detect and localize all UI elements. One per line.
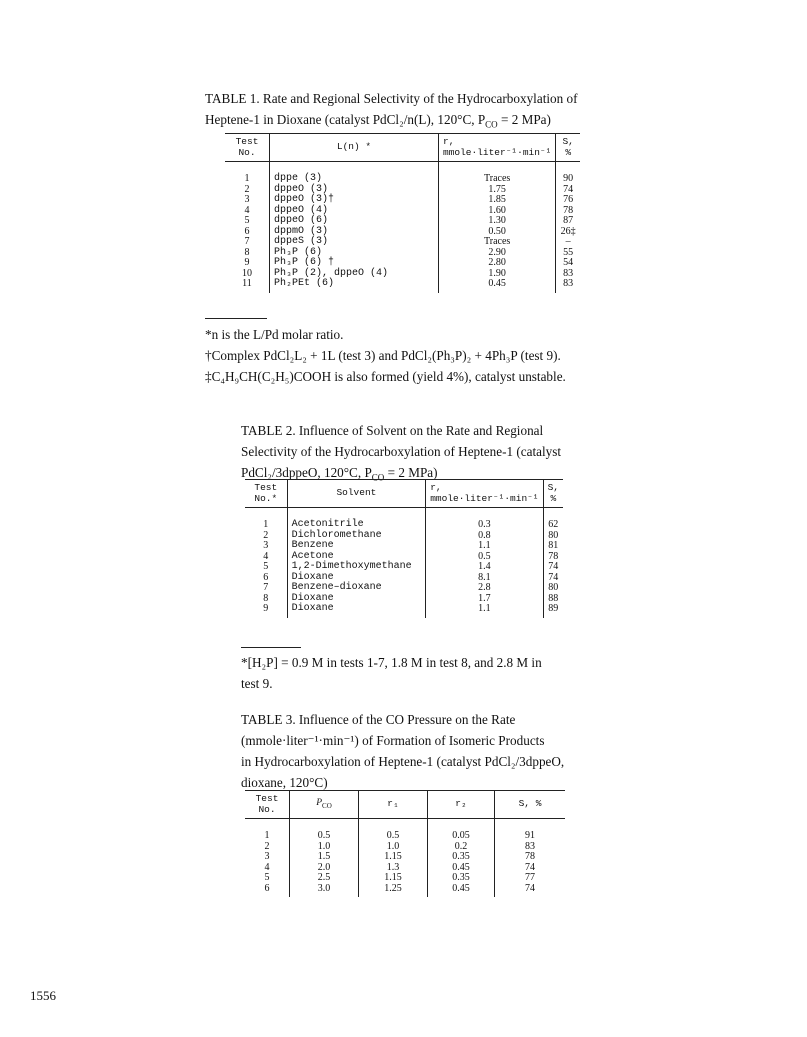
table2-notes-rule <box>241 647 301 648</box>
table1-caption <box>205 88 605 136</box>
table2-row <box>245 541 563 552</box>
table3-cell: 3 <box>264 851 270 862</box>
table2-cell: 1.1 <box>426 604 543 618</box>
table2-note-line1: *[H₂P] = 0.9 M in tests 1-7, 1.8 M in test 8, and 2.8 M in <box>241 655 542 670</box>
table2-cell: 8.1 <box>426 573 543 584</box>
table3-cell: 2.0 <box>290 863 359 874</box>
table3-cell: 74 <box>495 884 566 898</box>
table3-caption-line3: in Hydrocarboxylation of Heptene-1 (catalyst PdCl₂/3dppeO, <box>241 754 565 769</box>
table2 <box>245 479 563 618</box>
table1-cell: 0.50 <box>439 227 556 238</box>
table1-row <box>225 216 580 227</box>
table2-header-rate: r, mmole·liter⁻¹·min⁻¹ <box>426 480 543 508</box>
table1-caption-line1: TABLE 1. Rate and Regional Selectivity of the Hydrocarboxylation of <box>205 91 578 106</box>
table1-cell: 4 <box>244 204 250 216</box>
table1-cell: 83 <box>556 269 580 280</box>
table3-caption-line2: (mmole·liter⁻¹·min⁻¹) of Formation of Isomeric Products <box>241 733 545 748</box>
table1-header-ligand: L(n) * <box>270 134 439 162</box>
table2-cell: 7 <box>263 582 269 593</box>
table2-row <box>245 604 563 618</box>
table3-header-r2: r₂ <box>428 791 495 819</box>
table3-cell: 91 <box>495 819 566 842</box>
table1-cell: 6 <box>244 225 250 237</box>
table1-cell: Ph₃P (6) <box>270 248 439 259</box>
table3-row <box>245 884 565 898</box>
table3-cell: 1 <box>264 830 270 841</box>
table2-cell: 9 <box>263 603 269 614</box>
table1-cell: 1.90 <box>439 269 556 280</box>
table1-cell: 76 <box>556 195 580 206</box>
table1-cell: 1.30 <box>439 216 556 227</box>
table3-cell: 74 <box>495 863 566 874</box>
table2-cell: 0.8 <box>426 531 543 542</box>
table1-header-test: Test No. <box>225 134 270 162</box>
table1-cell: 74 <box>556 185 580 196</box>
table3-body <box>245 819 565 898</box>
table2-cell: Benzene–dioxane <box>287 583 426 594</box>
table3-cell: 77 <box>495 873 566 884</box>
table1-cell: 3 <box>244 194 250 205</box>
table3 <box>245 790 565 897</box>
table1-cell: 1.85 <box>439 195 556 206</box>
table1-cell: Ph₃P (6) † <box>270 258 439 269</box>
table2-row <box>245 508 563 531</box>
table3-header-pco: $P_{CO}$ <box>290 791 359 819</box>
table3-cell: 0.5 <box>290 819 359 842</box>
table2-caption-line2: Selectivity of the Hydrocarboxylation of Heptene-1 (catalyst <box>241 444 562 459</box>
table3-cell: 1.15 <box>359 873 428 884</box>
table1-cell: 87 <box>556 216 580 227</box>
table2-header-row <box>245 480 563 508</box>
table1-cell: 78 <box>556 206 580 217</box>
table1-cell: Ph₂PEt (6) <box>270 279 439 293</box>
table3-cell: 0.45 <box>428 884 495 898</box>
table1-cell: 26‡ <box>556 227 580 238</box>
table3-header-test: Test No. <box>245 791 290 819</box>
table3-cell: 1.5 <box>290 852 359 863</box>
table2-cell: Dioxane <box>287 573 426 584</box>
table1-cell: 1.60 <box>439 206 556 217</box>
table1-cell: 2 <box>244 183 250 195</box>
table2-header-selectivity: S, % <box>543 480 563 508</box>
table1-cell: 2.80 <box>439 258 556 269</box>
table2-row <box>245 583 563 594</box>
table2-cell: 5 <box>263 561 269 572</box>
table2-cell: 88 <box>543 594 563 605</box>
table3-header-row <box>245 791 565 819</box>
table3-cell: 1.0 <box>359 842 428 853</box>
table3-caption-line1: TABLE 3. Influence of the CO Pressure on the Rate <box>241 712 516 727</box>
table2-cell: 1.1 <box>426 541 543 552</box>
table2-cell: Benzene <box>287 541 426 552</box>
table1-cell: 90 <box>556 162 580 185</box>
table1-header-rate: r, mmole·liter⁻¹·min⁻¹ <box>439 134 556 162</box>
table2-cell: 80 <box>543 531 563 542</box>
table1-cell: Traces <box>439 162 556 185</box>
table1-cell: – <box>556 237 580 248</box>
table3-caption-line4: dioxane, 120°C) <box>241 775 328 790</box>
table1-body <box>225 162 580 293</box>
table3-cell: 0.05 <box>428 819 495 842</box>
table2-body <box>245 508 563 618</box>
table1-cell: 8 <box>244 246 250 258</box>
table3-cell: 1.0 <box>290 842 359 853</box>
table1-caption-line2: Heptene-1 in Dioxane (catalyst PdCl₂/n(L), 120°C, $P_{CO} = 2$ MPa) <box>205 112 551 130</box>
table1-cell: 9 <box>244 257 250 268</box>
table1-cell: dppeO (3)† <box>270 195 439 206</box>
table2-cell: 1.4 <box>426 562 543 573</box>
table1-row <box>225 258 580 269</box>
table3-header-r1: r₁ <box>359 791 428 819</box>
table3-cell: 83 <box>495 842 566 853</box>
table2-cell: 0.5 <box>426 552 543 563</box>
page-number: 1556 <box>30 988 56 1003</box>
table2-cell: 6 <box>263 571 269 583</box>
table1-note-1: *n is the L/Pd molar ratio. <box>205 327 344 342</box>
table1-cell: dppeO (3) <box>270 185 439 196</box>
table3-cell: 5 <box>264 872 270 883</box>
table2-row <box>245 562 563 573</box>
table2-cell: 78 <box>543 552 563 563</box>
table1-row <box>225 279 580 293</box>
table1-cell: 54 <box>556 258 580 269</box>
table3-cell: 1.25 <box>359 884 428 898</box>
table2-caption-line1: TABLE 2. Influence of Solvent on the Rate and Regional <box>241 423 544 438</box>
table2-header-test: Test No.* <box>245 480 287 508</box>
table2-cell: 74 <box>543 573 563 584</box>
table1-row <box>225 195 580 206</box>
table1-row <box>225 162 580 185</box>
table3-cell: 3.0 <box>290 884 359 898</box>
table2-note-line2: test 9. <box>241 676 273 691</box>
table1-header-row <box>225 134 580 162</box>
table1-cell: 5 <box>244 215 250 226</box>
table1-notes-rule <box>205 318 267 319</box>
table1-cell: dppmO (3) <box>270 227 439 238</box>
table2-cell: 74 <box>543 562 563 573</box>
table2-notes <box>241 652 571 694</box>
table1-cell: 83 <box>556 279 580 293</box>
table3-cell: 6 <box>264 882 270 894</box>
table2-header-solvent: Solvent <box>287 480 426 508</box>
table3-cell: 0.35 <box>428 852 495 863</box>
table1-row <box>225 237 580 248</box>
table2-cell: 1,2-Dimethoxymethane <box>287 562 426 573</box>
table3-row <box>245 873 565 884</box>
table3-cell: 78 <box>495 852 566 863</box>
table2-cell: Dioxane <box>287 604 426 618</box>
table1-note-2: †Complex PdCl₂L₂ + 1L (test 3) and PdCl₂(Ph₃P)₂ + 4Ph₃P (test 9). <box>205 348 561 363</box>
table1-cell: dppeO (4) <box>270 206 439 217</box>
table3-caption <box>241 709 571 793</box>
table1-cell: 0.45 <box>439 279 556 293</box>
table1-cell: dppeO (6) <box>270 216 439 227</box>
table1 <box>225 133 580 293</box>
table3-row <box>245 852 565 863</box>
table2-cell: 2.8 <box>426 583 543 594</box>
table1-cell: 55 <box>556 248 580 259</box>
table1-header-selectivity: S, % <box>556 134 580 162</box>
table2-cell: 3 <box>263 540 269 551</box>
table3-cell: 0.45 <box>428 863 495 874</box>
table2-cell: 4 <box>263 550 269 562</box>
table1-cell: Traces <box>439 237 556 248</box>
table1-cell: dppeS (3) <box>270 237 439 248</box>
table3-header-selectivity: S, % <box>495 791 566 819</box>
table1-cell: 1 <box>244 173 250 184</box>
table2-cell: 89 <box>543 604 563 618</box>
table1-cell: 10 <box>242 267 252 279</box>
table1-cell: 7 <box>244 236 250 247</box>
table1-cell: 2.90 <box>439 248 556 259</box>
table2-cell: 81 <box>543 541 563 552</box>
table3-row <box>245 842 565 853</box>
table1-cell: 11 <box>242 278 252 289</box>
table2-cell: 0.3 <box>426 508 543 531</box>
table3-cell: 2 <box>264 840 270 852</box>
table3-cell: 0.35 <box>428 873 495 884</box>
table3-row <box>245 819 565 842</box>
table2-cell: Acetone <box>287 552 426 563</box>
table1-cell: dppe (3) <box>270 162 439 185</box>
table1-notes <box>205 324 625 387</box>
table3-cell: 1.15 <box>359 852 428 863</box>
table1-cell: Ph₃P (2), dppeO (4) <box>270 269 439 280</box>
table1-note-3: ‡C₄H₉CH(C₂H₅)COOH is also formed (yield 4%), catalyst unstable. <box>205 369 566 384</box>
table2-cell: 80 <box>543 583 563 594</box>
table1-cell: 1.75 <box>439 185 556 196</box>
table3-cell: 0.2 <box>428 842 495 853</box>
table3-cell: 4 <box>264 861 270 873</box>
table2-cell: 1.7 <box>426 594 543 605</box>
table2-caption-line3: PdCl₂/3dppeO, 120°C, $P_{CO} = 2$ MPa) <box>241 465 438 483</box>
table3-cell: 0.5 <box>359 819 428 842</box>
table2-cell: Dioxane <box>287 594 426 605</box>
table3-cell: 2.5 <box>290 873 359 884</box>
table2-cell: 2 <box>263 529 269 541</box>
table2-cell: Dichloromethane <box>287 531 426 542</box>
table3-row <box>245 863 565 874</box>
table2-cell: Acetonitrile <box>287 508 426 531</box>
table2-cell: 62 <box>543 508 563 531</box>
table2-cell: 8 <box>263 592 269 604</box>
table2-cell: 1 <box>263 519 269 530</box>
table3-cell: 1.3 <box>359 863 428 874</box>
